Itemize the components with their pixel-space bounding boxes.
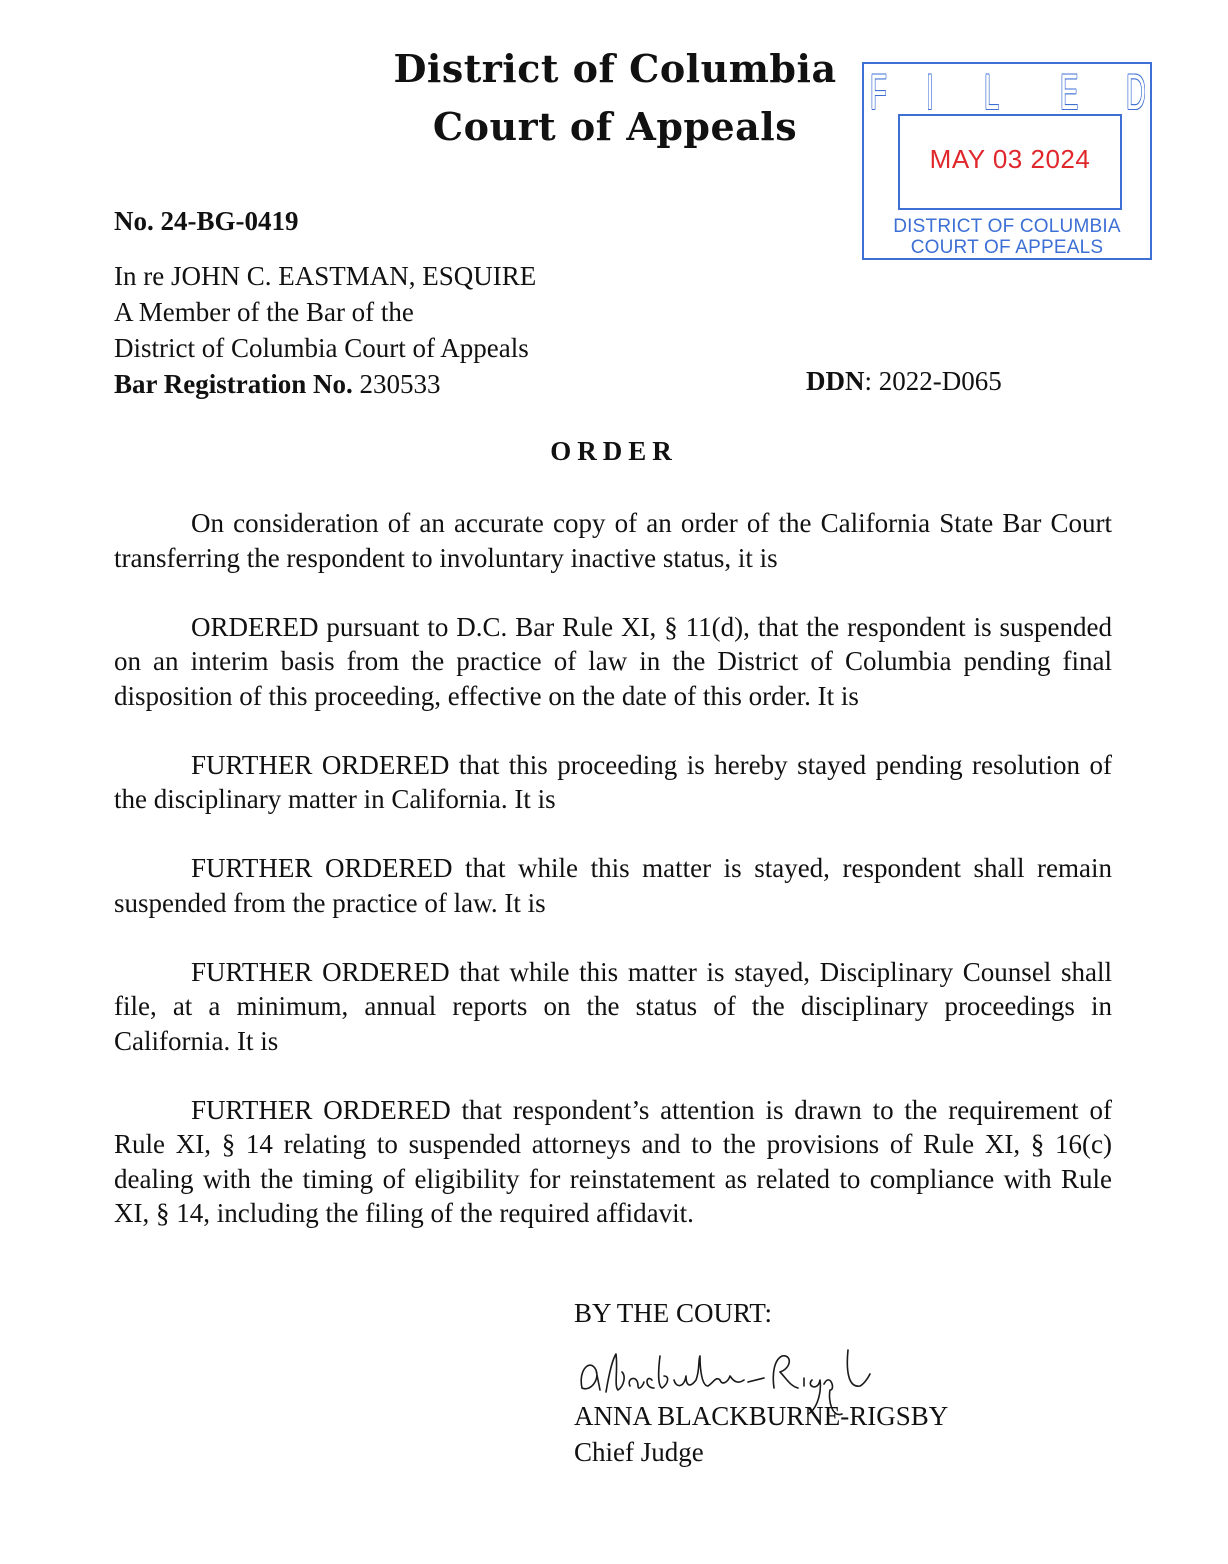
case-caption bbox=[114, 258, 536, 402]
stamp-letter-f: F bbox=[870, 64, 887, 120]
signer bbox=[574, 1398, 948, 1470]
order-body bbox=[114, 506, 1112, 1265]
court-header-line2: Court of Appeals bbox=[432, 104, 798, 149]
stamp-court-line2: COURT OF APPEALS bbox=[910, 237, 1104, 258]
stamp-date: MAY 03 2024 bbox=[929, 144, 1091, 174]
order-paragraph: FURTHER ORDERED that respondent’s attention is drawn to the requirement of Rule XI, § 14 relating to suspended attorneys and to the provisions of Rule XI, § 16(c) dealing with the timing of eligibility for reinstatement as related to compliance with Rule XI, § 14, including the filing of the required affidavit. bbox=[114, 1094, 1112, 1228]
order-title: ORDER bbox=[550, 436, 678, 466]
order-paragraph: On consideration of an accurate copy of an order of the California State Bar Court transferring the respondent to involuntary inactive status, it is bbox=[114, 508, 1112, 573]
stamp-date-box bbox=[898, 114, 1122, 210]
caption-line3: District of Columbia Court of Appeals bbox=[114, 333, 529, 363]
ddn-value: : 2022-D065 bbox=[864, 366, 1002, 396]
court-header bbox=[380, 40, 850, 156]
bar-registration-label: Bar Registration No. bbox=[114, 369, 353, 399]
signer-title: Chief Judge bbox=[574, 1437, 704, 1467]
bar-registration-number: 230533 bbox=[352, 369, 441, 399]
court-header-line1: District of Columbia bbox=[393, 46, 837, 91]
order-paragraph: ORDERED pursuant to D.C. Bar Rule XI, § 11(d), that the respondent is suspended on an interim basis from the practice of law in the District of Columbia pending final disposition of this proceeding, effective on the date of this order. It is bbox=[114, 611, 1112, 711]
stamp-letter-e: E bbox=[1060, 64, 1079, 120]
stamp-court-name bbox=[864, 216, 1150, 258]
stamp-filed-word bbox=[864, 66, 1150, 118]
signature-handwritten-text: A. Blackburne-Rigsby bbox=[560, 1330, 569, 1331]
order-paragraph: FURTHER ORDERED that this proceeding is hereby stayed pending resolution of the disciplinary matter in California. It is bbox=[114, 749, 1112, 814]
filed-stamp bbox=[862, 62, 1152, 260]
caption-line1: In re JOHN C. EASTMAN, ESQUIRE bbox=[114, 261, 537, 291]
stamp-letter-l: L bbox=[984, 64, 1000, 120]
case-number: No. 24-BG-0419 bbox=[114, 206, 299, 236]
ddn bbox=[806, 366, 1002, 397]
order-paragraph: FURTHER ORDERED that while this matter is stayed, respondent shall remain suspended from the practice of law. It is bbox=[114, 853, 1112, 918]
bar-registration bbox=[114, 366, 536, 402]
by-the-court: BY THE COURT: bbox=[574, 1298, 773, 1328]
order-paragraph: FURTHER ORDERED that while this matter is stayed, Disciplinary Counsel shall file, at a minimum, annual reports on the status of the disciplinary proceedings in California. It is bbox=[114, 956, 1112, 1056]
signer-name: ANNA BLACKBURNE-RIGSBY bbox=[574, 1401, 949, 1431]
caption-line2: A Member of the Bar of the bbox=[114, 297, 414, 327]
stamp-court-line1: DISTRICT OF COLUMBIA bbox=[893, 216, 1121, 237]
stamp-letter-i: I bbox=[926, 64, 934, 120]
ddn-label: DDN bbox=[806, 366, 865, 396]
stamp-letter-d: D bbox=[1126, 64, 1146, 120]
